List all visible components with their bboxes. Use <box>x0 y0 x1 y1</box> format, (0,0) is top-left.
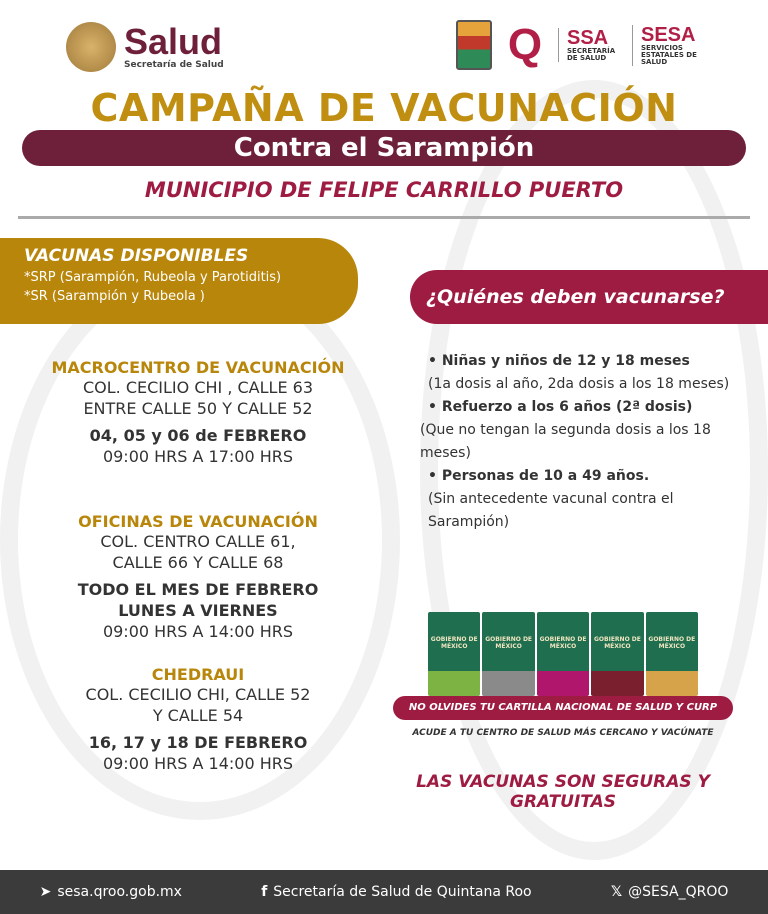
site-chedraui <box>0 665 396 774</box>
salud-logo <box>66 22 224 72</box>
vaccine-item: *SR (Sarampión y Rubeola ) <box>24 289 205 304</box>
cursor-icon: ➤ <box>39 884 52 900</box>
ssa-title: SSA <box>567 27 609 49</box>
who-note: (1a dosis al año, 2da dosis a los 18 meses) <box>428 376 730 392</box>
facebook-link[interactable] <box>261 884 531 900</box>
municipality: MUNICIPIO DE FELIPE CARRILLO PUERTO <box>144 178 624 202</box>
site-address: Y CALLE 54 <box>152 706 244 725</box>
site-address: COL. CECILIO CHI, CALLE 52 <box>85 685 311 704</box>
sesa-subtitle: SERVICIOS ESTATALES DE SALUD <box>641 43 697 66</box>
vaccines-heading: VACUNAS DISPONIBLES <box>24 246 249 266</box>
sesa-logo <box>632 25 716 66</box>
site-date: 16, 17 y 18 DE FEBRERO <box>88 733 308 752</box>
health-card: GOBIERNO DE MÉXICO <box>646 612 698 696</box>
site-oficinas <box>0 512 396 642</box>
site-address: ENTRE CALLE 50 Y CALLE 52 <box>83 399 313 418</box>
site-address: COL. CECILIO CHI , CALLE 63 <box>82 378 313 397</box>
salud-title: Salud <box>124 21 223 62</box>
state-logos <box>456 20 756 70</box>
health-card: GOBIERNO DE MÉXICO <box>482 612 534 696</box>
health-card: GOBIERNO DE MÉXICO <box>537 612 589 696</box>
campaign-title: CAMPAÑA DE VACUNACIÓN <box>90 86 678 130</box>
cartilla-reminder: NO OLVIDES TU CARTILLA NACIONAL DE SALUD Y CURP <box>393 696 733 720</box>
safe-vaccines-text: LAS VACUNAS SON SEGURAS Y GRATUITAS <box>416 772 710 812</box>
site-address: COL. CENTRO CALLE 61, <box>100 532 296 551</box>
who-note: (Sin antecedente vacunal contra el Sarampión) <box>428 491 674 530</box>
site-date: TODO EL MES DE FEBRERO <box>77 580 319 599</box>
quintana-roo-shield-icon <box>456 20 492 70</box>
site-days: LUNES A VIERNES <box>118 601 278 620</box>
site-name: OFICINAS DE VACUNACIÓN <box>78 512 318 531</box>
footer <box>0 870 768 914</box>
site-hours: 09:00 HRS A 14:00 HRS <box>102 622 294 641</box>
acude-text: ACUDE A TU CENTRO DE SALUD MÁS CERCANO Y VACÚNATE <box>412 728 714 738</box>
x-link[interactable] <box>611 884 729 900</box>
who-item: • Niñas y niños de 12 y 18 meses <box>428 353 690 369</box>
who-note: (Que no tengan la segunda dosis a los 18 meses) <box>420 422 711 461</box>
website-text: sesa.qroo.gob.mx <box>57 884 182 900</box>
who-item: • Refuerzo a los 6 años (2ª dosis) <box>428 399 693 415</box>
x-text: @SESA_QROO <box>628 884 729 900</box>
facebook-icon: f <box>261 884 268 900</box>
site-address: CALLE 66 Y CALLE 68 <box>112 553 284 572</box>
mexico-seal-icon <box>66 22 116 72</box>
health-card: GOBIERNO DE MÉXICO <box>428 612 480 696</box>
website-link[interactable] <box>40 884 182 900</box>
vaccine-item: *SRP (Sarampión, Rubeola y Parotiditis) <box>24 270 282 285</box>
q-logo: Q <box>507 20 543 69</box>
available-vaccines <box>0 238 358 324</box>
site-hours: 09:00 HRS A 14:00 HRS <box>102 754 294 773</box>
health-cards-image <box>428 612 698 696</box>
site-hours: 09:00 HRS A 17:00 HRS <box>102 447 294 466</box>
site-name: CHEDRAUI <box>151 665 245 684</box>
who-item: • Personas de 10 a 49 años. <box>428 468 650 484</box>
ssa-logo <box>558 28 624 62</box>
divider <box>18 216 750 219</box>
site-date: 04, 05 y 06 de FEBRERO <box>89 426 307 445</box>
site-macrocentro <box>0 358 396 467</box>
campaign-subtitle: Contra el Sarampión <box>22 130 746 166</box>
health-card: GOBIERNO DE MÉXICO <box>591 612 643 696</box>
facebook-text: Secretaría de Salud de Quintana Roo <box>273 884 532 900</box>
who-list <box>420 350 758 534</box>
who-heading: ¿Quiénes deben vacunarse? <box>410 270 768 324</box>
salud-subtitle: Secretaría de Salud <box>124 60 224 70</box>
sesa-title: SESA <box>641 23 696 46</box>
ssa-subtitle: SECRETARÍA DE SALUD <box>567 47 616 62</box>
site-name: MACROCENTRO DE VACUNACIÓN <box>51 358 345 377</box>
x-icon: 𝕏 <box>610 884 623 900</box>
